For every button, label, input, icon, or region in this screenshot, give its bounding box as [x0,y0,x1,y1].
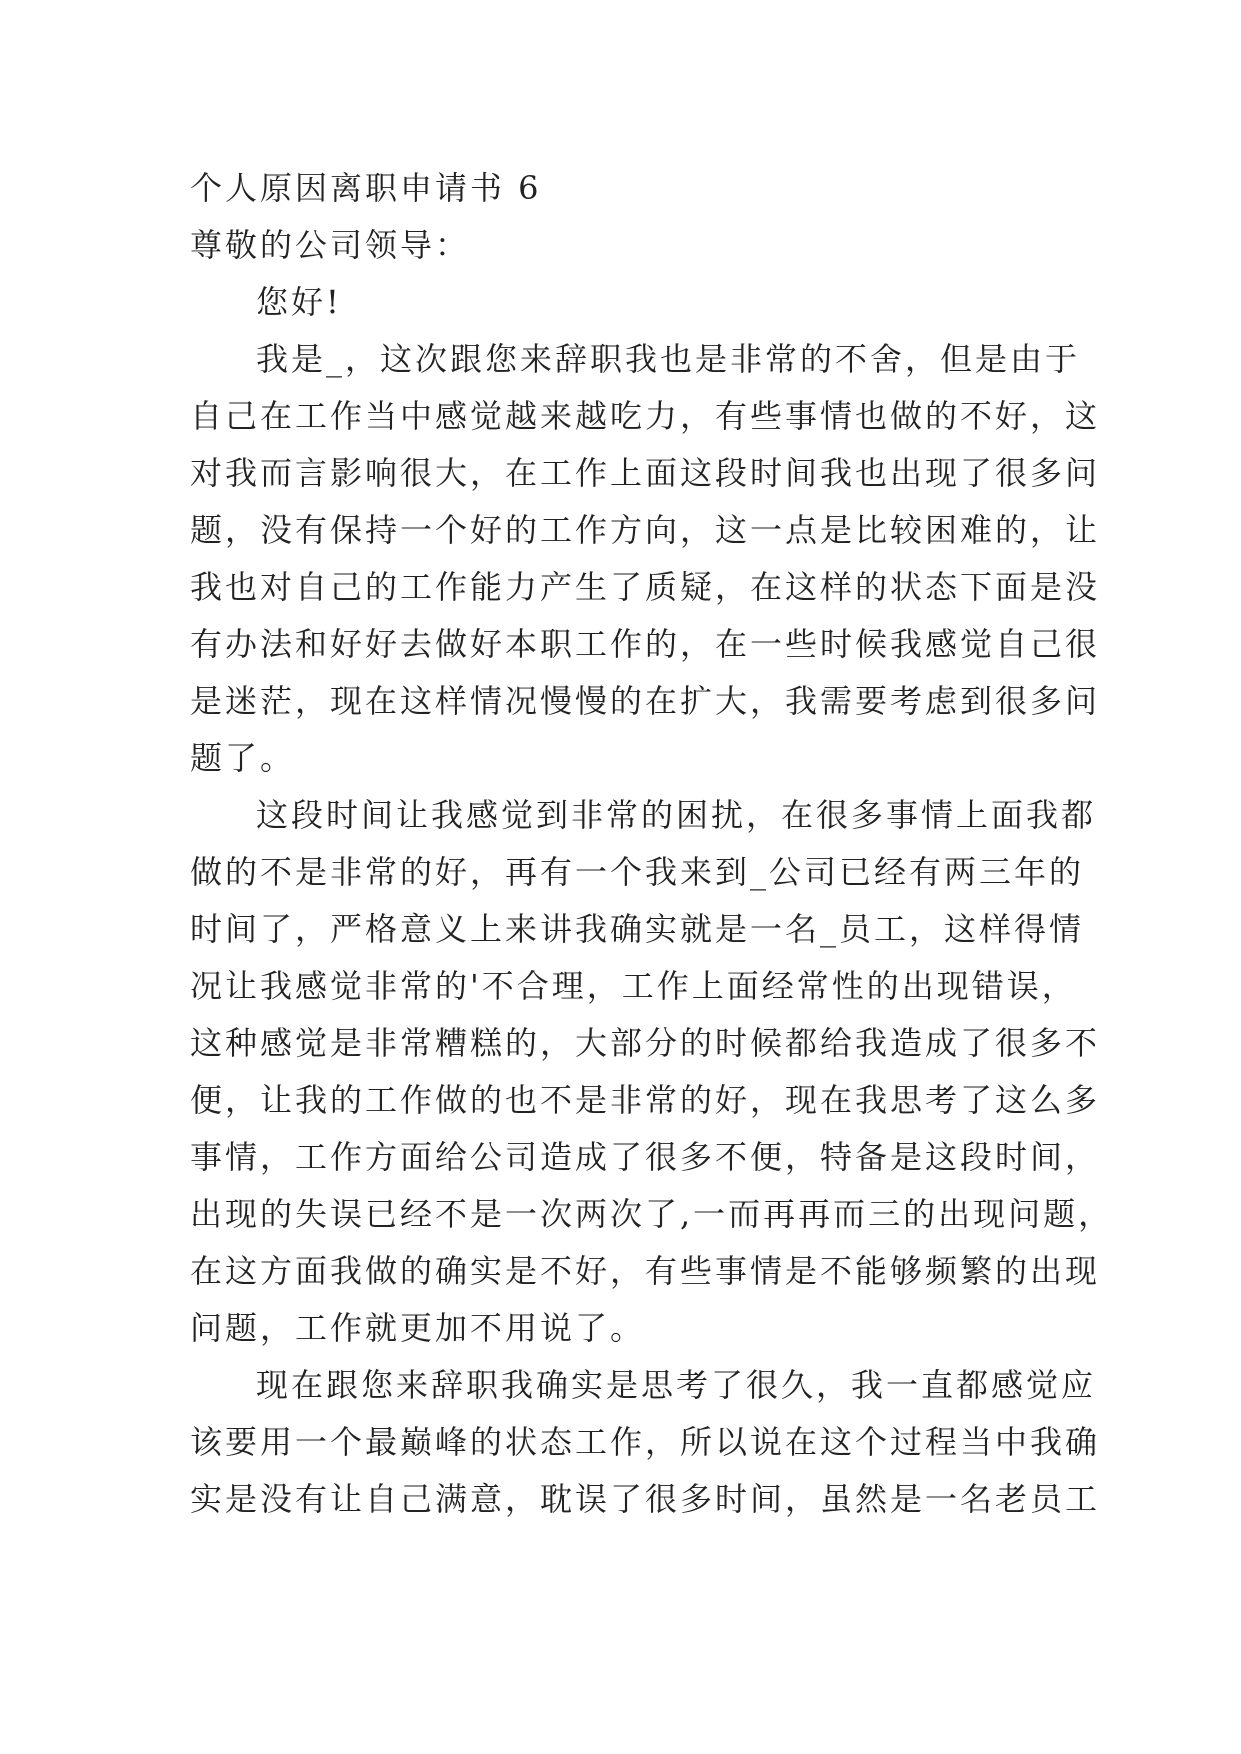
paragraph-line: 问题，工作就更加不用说了。 [190,1309,646,1347]
document-body [190,160,1114,1528]
paragraph-line: 做的不是非常的好，再有一个我来到_公司已经有两三年的 [190,853,1085,891]
paragraph-line: 自己在工作当中感觉越来越吃力，有些事情也做的不好，这 [190,397,1101,435]
greeting: 您好! [256,283,342,321]
paragraph-line: 便，让我的工作做的也不是非常的好，现在我思考了这么多 [190,1081,1101,1119]
paragraph-line: 时间了，严格意义上来讲我确实就是一名_员工，这样得情 [190,910,1085,948]
paragraph-line: 现在跟您来辞职我确实是思考了很久，我一直都感觉应 [256,1366,1097,1404]
paragraph-line: 我是_，这次跟您来辞职我也是非常的不舍，但是由于 [256,340,1081,378]
paragraph-line: 是迷茫，现在这样情况慢慢的在扩大，我需要考虑到很多问 [190,682,1101,720]
paragraph-1 [190,331,1101,787]
paragraph-3 [190,1357,1101,1528]
paragraph-line: 该要用一个最巅峰的状态工作，所以说在这个过程当中我确 [190,1423,1101,1461]
salutation: 尊敬的公司领导： [190,226,471,264]
paragraph-line: 事情，工作方面给公司造成了很多不便，特备是这段时间， [190,1138,1101,1176]
paragraph-line: 这种感觉是非常糟糕的，大部分的时候都给我造成了很多不 [190,1024,1101,1062]
paragraph-line: 题，没有保持一个好的工作方向，这一点是比较困难的，让 [190,511,1101,549]
paragraph-line: 出现的失误已经不是一次两次了,一而再再而三的出现问题， [190,1195,1114,1233]
paragraph-line: 有办法和好好去做好本职工作的，在一些时候我感觉自己很 [190,625,1101,663]
paragraph-line: 实是没有让自己满意，耽误了很多时间，虽然是一名老员工 [190,1480,1101,1518]
paragraph-line: 这段时间让我感觉到非常的困扰，在很多事情上面我都 [256,796,1097,834]
paragraph-line: 题了。 [190,739,296,777]
paragraph-2 [190,787,1114,1357]
document-title: 个人原因离职申请书 6 [190,169,542,207]
paragraph-line: 况让我感觉非常的'不合理，工作上面经常性的出现错误， [190,967,1077,1005]
paragraph-line: 我也对自己的工作能力产生了质疑，在这样的状态下面是没 [190,568,1101,606]
paragraph-line: 对我而言影响很大，在工作上面这段时间我也出现了很多问 [190,454,1101,492]
paragraph-line: 在这方面我做的确实是不好，有些事情是不能够频繁的出现 [190,1252,1101,1290]
